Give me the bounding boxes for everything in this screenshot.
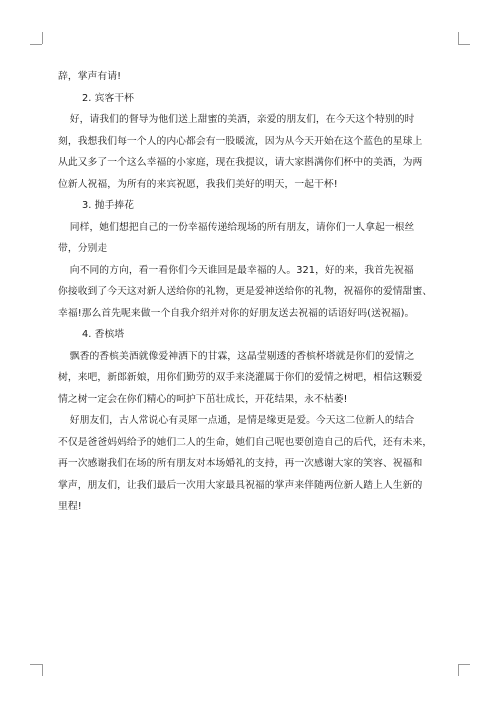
text-line: 树，来吧，新郎新娘，用你们勤劳的双手来浇灌属于你们的爱情之树吧，相信这颗爱	[58, 372, 423, 383]
paragraph-final	[58, 410, 444, 518]
section-heading-champagne: 4. 香槟塔	[82, 329, 125, 340]
section-heading-bouquet: 3. 抛手捧花	[82, 200, 134, 211]
text-line: 从此又多了一个这么幸福的小家庭，现在我提议，请大家斟满你们杯中的美酒，为两	[58, 157, 423, 168]
text-line: 位新人祝福，为所有的来宾祝愿，我我们美好的明天，一起干杯!	[58, 178, 338, 190]
paragraph-closing	[58, 66, 444, 88]
text-line: 同样，她们想把自己的一份幸福传递给现场的所有朋友，请你们一人拿起一根丝	[69, 221, 415, 233]
paragraph-bouquet-2	[58, 260, 444, 325]
text-line: 好朋友们，古人常说心有灵犀一点通，是情是缘更是爱。今天这二位新人的结合	[69, 415, 415, 426]
paragraph-toast	[58, 109, 444, 195]
text-line: 好，请我们的督导为他们送上甜蜜的美酒，亲爱的朋友们，在今天这个特别的时	[69, 114, 415, 125]
text-line: 你接收到了今天这对新人送给你的礼物，更是爱神送给你的礼物，祝福你的爱情甜蜜、	[58, 286, 433, 297]
text-line: 不仅是爸爸妈妈给予的她们二人的生命，她们自己呢也要创造自己的后代，还有未来，	[58, 436, 433, 448]
text-line: 掌声，朋友们，让我们最后一次用大家最具祝福的掌声来伴随两位新人踏上人生新的	[58, 479, 423, 491]
section-heading-toast: 2. 宾客干杯	[82, 92, 134, 104]
text-line: 带，分别走	[58, 243, 108, 254]
text-line: 辞，掌声有请!	[58, 71, 122, 82]
text-line: 再一次感谢我们在场的所有朋友对本场婚礼的支持，再一次感谢大家的笑容、祝福和	[58, 458, 423, 469]
paragraph-bouquet-1	[58, 217, 444, 260]
text-line: 里程!	[58, 501, 82, 512]
text-line: 幸福!那么首先呢来做一个自我介绍并对你的好朋友送去祝福的话语好吗(送祝福)。	[58, 307, 415, 319]
text-line: 向不同的方向，看一看你们今天谁回是最幸福的人。321，好的来，我首先祝福	[69, 264, 414, 276]
text-line: 情之树一定会在你们精心的呵护下茁壮成长，开花结果，永不枯萎!	[58, 393, 348, 405]
text-line: 刻，我想我们每一个人的内心都会有一股暖流，因为从今天开始在这个蓝色的星球上	[58, 135, 423, 147]
document-body	[58, 66, 444, 518]
text-line: 飘香的香槟美酒就像爱神洒下的甘霖，这晶莹剔透的香槟杯塔就是你们的爱情之	[69, 350, 415, 362]
paragraph-champagne	[58, 346, 444, 411]
